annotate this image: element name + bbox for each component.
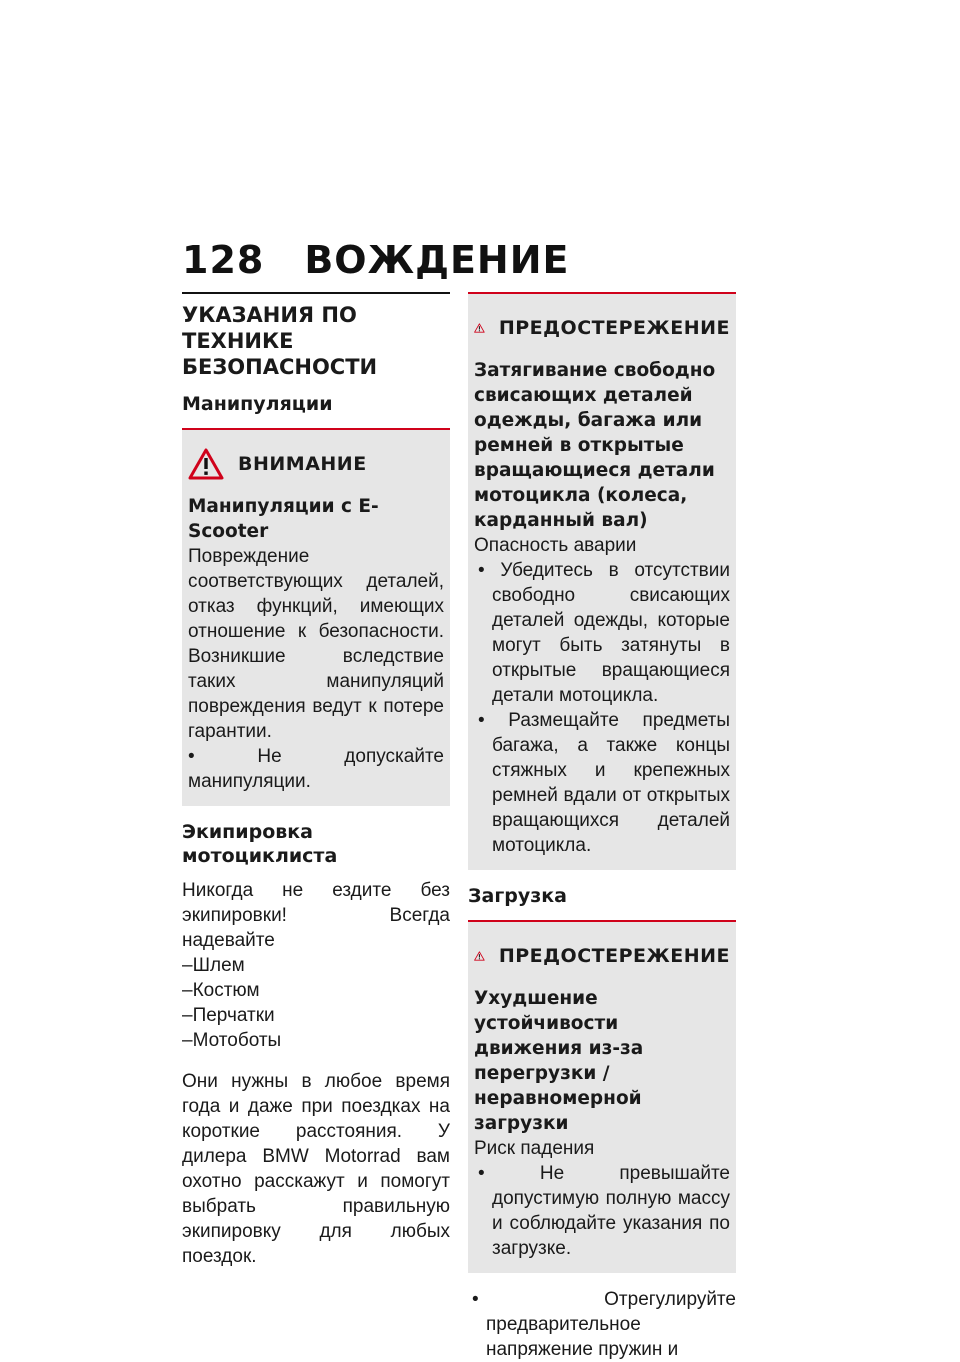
warning-header xyxy=(474,940,730,972)
attention-box xyxy=(182,430,450,806)
list-item: • Отрегулируйте предварительное напряжение пружин и xyxy=(468,1287,736,1362)
loading-bullets xyxy=(468,1287,736,1362)
attention-label: ВНИМАНИЕ xyxy=(238,453,367,475)
attention-text: Повреждение соответствующих деталей, отказ функций, имеющих отношение к безопасности. Возникшие вследствие таких манипуляций повреждения ведут к потере гарантии. xyxy=(188,546,444,742)
right-column xyxy=(468,292,736,1362)
chapter-title: ВОЖДЕНИЕ xyxy=(304,238,570,282)
warning-triangle-icon xyxy=(188,448,224,480)
warning-label: ПРЕДОСТЕРЕЖЕНИЕ xyxy=(498,945,730,967)
attention-bullets xyxy=(188,744,444,794)
warning-label: ПРЕДОСТЕРЕЖЕНИЕ xyxy=(498,317,730,339)
warning-triangle-icon xyxy=(474,940,485,972)
section-title: УКАЗАНИЯ ПО ТЕХНИКЕ БЕЗОПАСНОСТИ xyxy=(182,292,450,380)
list-item: • Не допускайте манипуляции. xyxy=(188,744,444,794)
warning-triangle-icon xyxy=(474,312,485,344)
equipment-outro: Они нужны в любое время года и даже при поездках на короткие расстояния. У дилера BMW Motorrad вам охотно расскажут и помогут выбрать правильную экипировку для любых поездок. xyxy=(182,1071,450,1267)
warning-risk: Опасность аварии xyxy=(474,535,637,556)
attention-title: Манипуляции с E-Scooter xyxy=(188,496,379,542)
warning-bullets xyxy=(474,558,730,858)
warning-risk: Риск падения xyxy=(474,1138,595,1159)
warning-title: Ухудшение устойчивости движения из-за перегрузки / неравномерной загрузки xyxy=(474,988,644,1134)
warning-bullets xyxy=(474,1161,730,1261)
equipment-intro: Никогда не ездите без экипировки! Всегда надевайте xyxy=(182,880,450,951)
page-number: 128 xyxy=(182,238,265,282)
list-item: –Мотоботы xyxy=(182,1030,282,1051)
warning-header xyxy=(474,312,730,344)
equipment-heading: Экипировка мотоциклиста xyxy=(182,821,338,867)
left-column xyxy=(182,292,450,1269)
equipment-list xyxy=(182,953,450,1053)
loading-heading: Загрузка xyxy=(468,884,736,922)
warning-box-overload xyxy=(468,922,736,1273)
list-item: • Размещайте предметы багажа, а также концы стяжных и крепежных ремней вдали от открытых вращающихся деталей мотоцикла. xyxy=(474,708,730,858)
warning-box-entanglement xyxy=(468,292,736,870)
page-header xyxy=(182,238,569,282)
list-item: –Костюм xyxy=(182,980,260,1001)
warning-title: Затягивание свободно свисающих деталей одежды, багажа или ремней в открытые вращающиеся детали мотоцикла (колеса, карданный вал) xyxy=(474,360,716,531)
list-item: • Убедитесь в отсутствии свободно свисающих деталей одежды, которые могут быть затянуты в открытые вращающиеся детали мотоцикла. xyxy=(474,558,730,708)
list-item: –Шлем xyxy=(182,955,245,976)
list-item: –Перчатки xyxy=(182,1005,275,1026)
manipulations-heading: Манипуляции xyxy=(182,392,450,430)
attention-header xyxy=(188,448,444,480)
list-item: • Не превышайте допустимую полную массу и соблюдайте указания по загрузке. xyxy=(474,1161,730,1261)
